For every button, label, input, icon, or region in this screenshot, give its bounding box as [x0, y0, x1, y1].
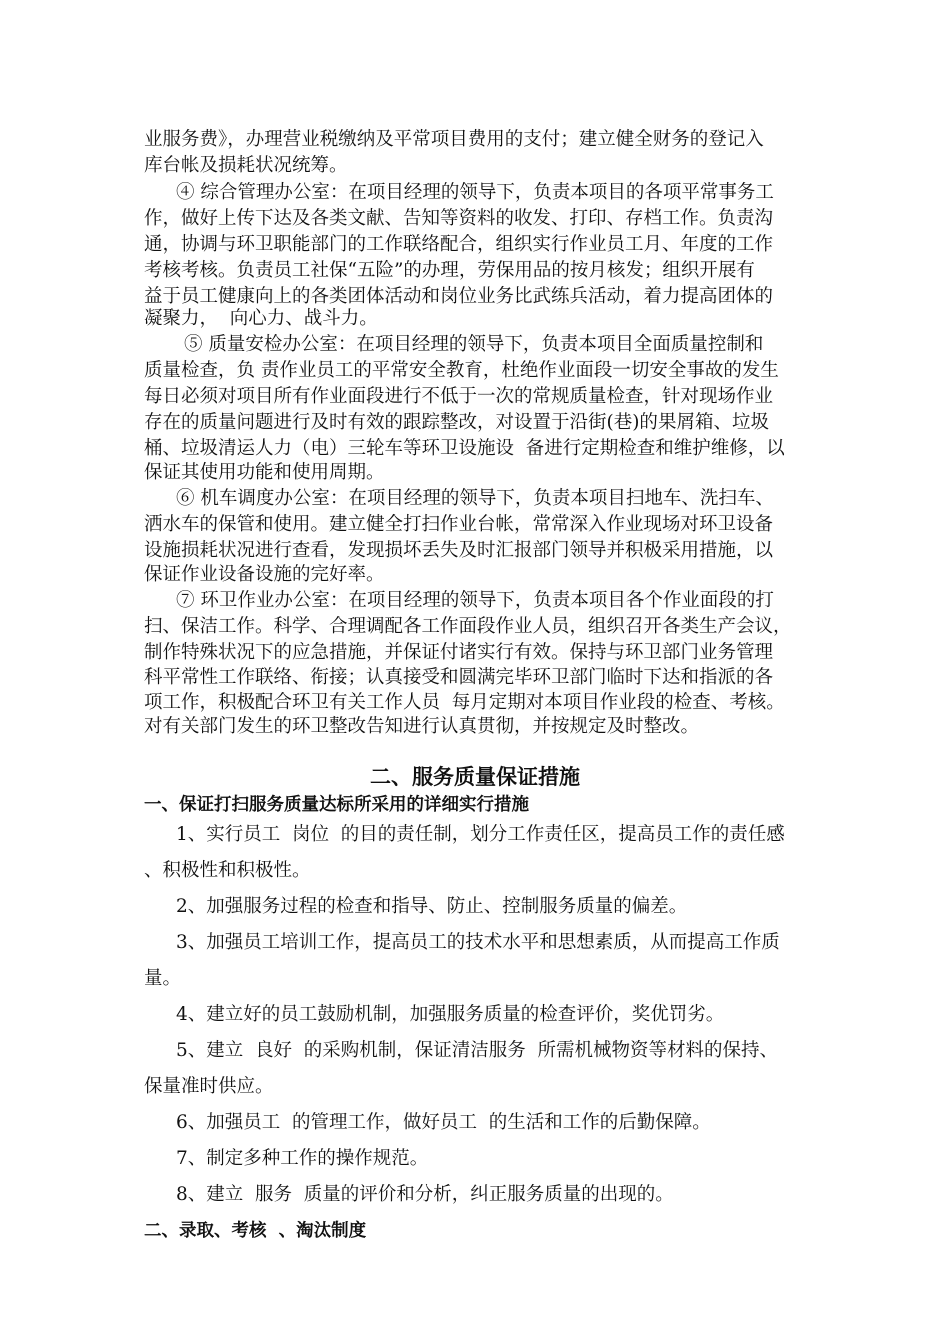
- list-item: 7、制定多种工作的操作规范。: [176, 1148, 429, 1169]
- text-line: ④ 综合管理办公室：在项目经理的领导下，负责本项目的各项平常事务工: [176, 182, 774, 203]
- text-line: 库台帐及损耗状况统筹。: [144, 155, 348, 176]
- list-item: 2、加强服务过程的检查和指导、防止、控制服务质量的偏差。: [176, 896, 688, 917]
- text-line: 每日必须对项目所有作业面段进行不低于一次的常规质量检查，针对现场作业: [144, 386, 774, 407]
- list-item: 、积极性和积极性。: [144, 860, 311, 881]
- text-line: 保证作业设备设施的完好率。: [144, 564, 385, 585]
- subsection-heading: 一、保证打扫服务质量达标所采用的详细实行措施: [144, 795, 529, 815]
- text-line: 对有关部门发生的环卫整改告知进行认真贯彻，并按规定及时整改。: [144, 716, 700, 737]
- text-line: ⑥ 机车调度办公室：在项目经理的领导下，负责本项目扫地车、洗扫车、: [176, 488, 774, 509]
- text-line: 业服务费》，办理营业税缴纳及平常项目费用的支付；建立健全财务的登记入: [144, 129, 764, 150]
- text-line: 作，做好上传下达及各类文献、告知等资料的收发、打印、存档工作。负责沟: [144, 208, 774, 229]
- text-line: 桶、垃圾清运人力（电）三轮车等环卫设施设 备进行定期检查和维护维修，以: [144, 438, 785, 459]
- list-item: 1、实行员工 岗位 的目的责任制，划分工作责任区，提高员工作的责任感: [176, 824, 785, 845]
- section-heading: 二、服务质量保证措施: [370, 765, 580, 789]
- subsection-heading: 二、录取、考核 、淘汰制度: [144, 1221, 367, 1241]
- text-line: 科平常性工作联络、衔接；认真接受和圆满完毕环卫部门临时下达和指派的各: [144, 667, 774, 688]
- text-line: ⑤ 质量安检办公室：在项目经理的领导下，负责本项目全面质量控制和: [184, 334, 764, 355]
- text-line: ⑦ 环卫作业办公室：在项目经理的领导下，负责本项目各个作业面段的打: [176, 590, 774, 611]
- text-line: 洒水车的保管和使用。建立健全打扫作业台帐，常常深入作业现场对环卫设备: [144, 514, 774, 535]
- text-line: 保证其使用功能和使用周期。: [144, 462, 385, 483]
- text-line: 通，协调与环卫职能部门的工作联络配合，组织实行作业员工月、年度的工作: [144, 234, 774, 255]
- list-item: 5、建立 良好 的采购机制，保证清洁服务 所需机械物资等材料的保持、: [176, 1040, 779, 1061]
- list-item: 量。: [144, 968, 182, 989]
- list-item: 6、加强员工 的管理工作，做好员工 的生活和工作的后勤保障。: [176, 1112, 711, 1133]
- text-line: 存在的质量问题进行及时有效的跟踪整改，对设置于沿街(巷)的果屑箱、垃圾: [144, 412, 769, 433]
- text-line: 益于员工健康向上的各类团体活动和岗位业务比武练兵活动，着力提高团体的: [144, 286, 774, 307]
- text-line: 质量检查，负 责作业员工的平常安全教育，杜绝作业面段一切安全事故的发生: [144, 360, 779, 381]
- list-item: 保量准时供应。: [144, 1076, 274, 1097]
- list-item: 4、建立好的员工鼓励机制，加强服务质量的检查评价，奖优罚劣。: [176, 1004, 725, 1025]
- text-line: 凝聚力， 向心力、战斗力。: [144, 308, 378, 329]
- text-line: 扫、保洁工作。科学、合理调配各工作面段作业人员，组织召开各类生产会议，: [144, 616, 792, 637]
- text-line: 设施损耗状况进行查看，发现损坏丢失及时汇报部门领导并积极采用措施，以: [144, 540, 774, 561]
- text-line: 项工作，积极配合环卫有关工作人员 每月定期对本项目作业段的检查、考核。: [144, 692, 785, 713]
- text-line: 考核考核。负责员工社保“五险”的办理，劳保用品的按月核发；组织开展有: [144, 260, 755, 281]
- text-line: 制作特殊状况下的应急措施，并保证付诸实行有效。保持与环卫部门业务管理: [144, 642, 774, 663]
- list-item: 3、加强员工培训工作，提高员工的技术水平和思想素质，从而提高工作质: [176, 932, 780, 953]
- list-item: 8、建立 服务 质量的评价和分析，纠正服务质量的出现的。: [176, 1184, 674, 1205]
